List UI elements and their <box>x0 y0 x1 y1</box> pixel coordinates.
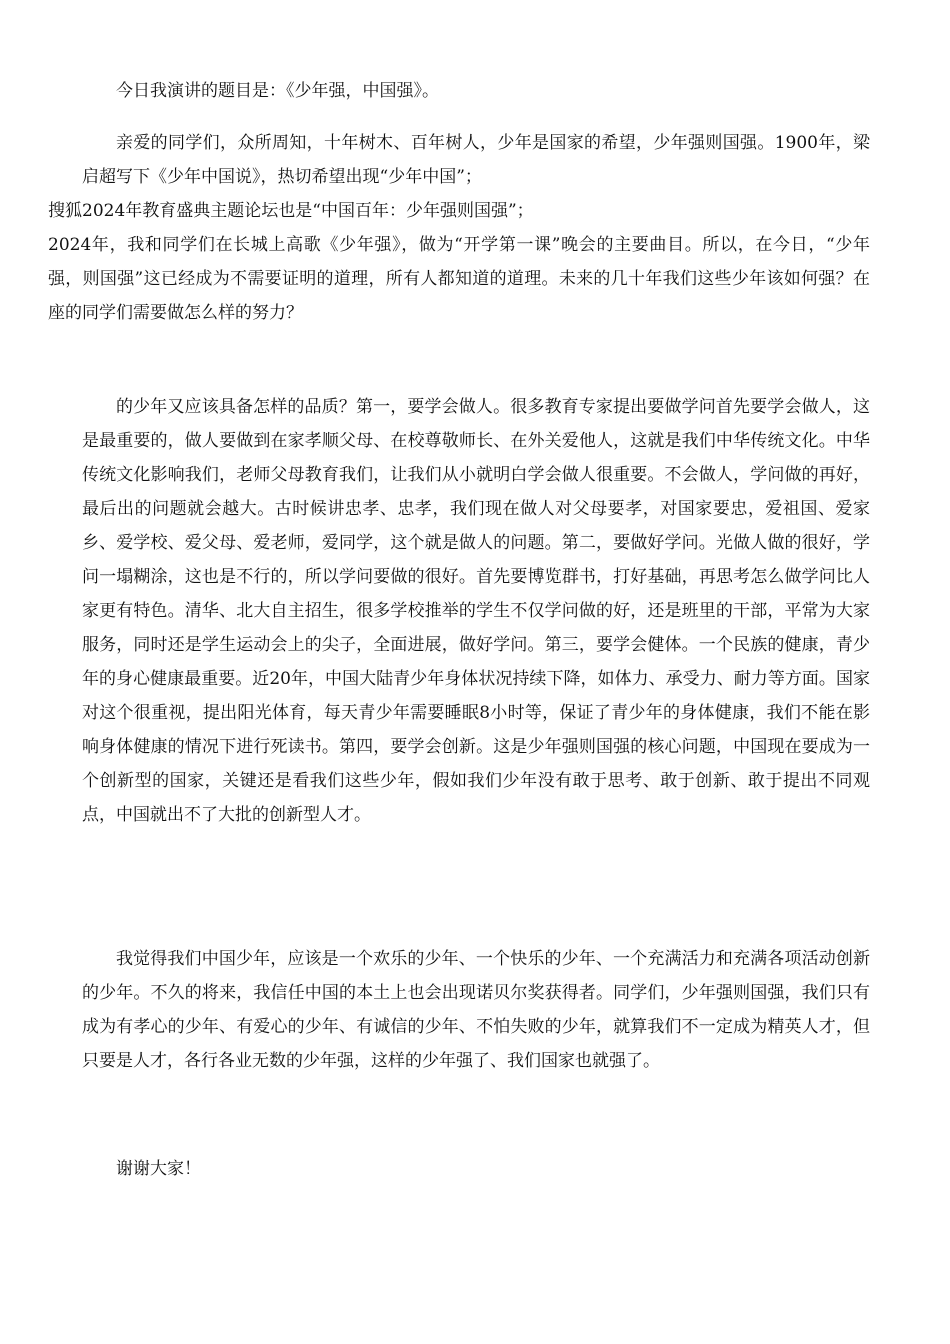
opening-line-sohu: 搜狐2024年教育盛典主题论坛也是“中国百年：少年强则国强”； <box>48 201 534 221</box>
paragraph-opening <box>48 126 870 330</box>
paragraph-qualities: 的少年又应该具备怎样的品质？第一，要学会做人。很多教育专家提出要做学问首先要学会做人，这是最重要的，做人要做到在家孝顺父母、在校尊敬师长、在外关爱他人，这就是我们中华传统文化。中华传统文化影响我们，老师父母教育我们，让我们从小就明白学会做人很重要。不会做人，学问做的再好，最后出的问题就会越大。古时候讲忠孝、忠孝，我们现在做人对父母要孝，对国家要忠，爱祖国、爱家乡、爱学校、爱父母、爱老师，爱同学，这个就是做人的问题。第二，要做好学问。光做人做的很好，学问一塌糊涂，这也是不行的，所以学问要做的很好。首先要博览群书，打好基础，再思考怎么做学问比人家更有特色。清华、北大自主招生，很多学校推举的学生不仅学问做的好，还是班里的干部，平常为大家服务，同时还是学生运动会上的尖子，全面进展，做好学问。第三，要学会健体。一个民族的健康，青少年的身心健康最重要。近20年，中国大陆青少年身体状况持续下降，如体力、承受力、耐力等方面。国家对这个很重视，提出阳光体育，每天青少年需要睡眠8小时等，保证了青少年的身体健康，我们不能在影响身体健康的情况下进行死读书。第四，要学会创新。这是少年强则国强的核心问题，中国现在要成为一个创新型的国家，关键还是看我们这些少年，假如我们少年没有敢于思考、敢于创新、敢于提出不同观点，中国就出不了大批的创新型人才。 <box>82 397 870 825</box>
opening-line-1900: 亲爱的同学们，众所周知，十年树木、百年树人，少年是国家的希望，少年强则国强。1900年，梁启超写下《少年中国说》，热切希望出现“少年中国”； <box>82 133 870 187</box>
paragraph-thanks: 谢谢大家！ <box>116 1159 201 1179</box>
opening-line-2024: 2024年，我和同学们在长城上高歌《少年强》，做为“开学第一课”晚会的主要曲目。所以，在今日，“少年强，则国强”这已经成为不需要证明的道理，所有人都知道的道理。未来的几十年我们这些少年该如何强？在座的同学们需要做怎么样的努力？ <box>48 235 870 323</box>
paragraph-conclusion: 我觉得我们中国少年，应该是一个欢乐的少年、一个快乐的少年、一个充满活力和充满各项活动创新的少年。不久的将来，我信任中国的本土上也会出现诺贝尔奖获得者。同学们，少年强则国强，我们只有成为有孝心的少年、有爱心的少年、有诚信的少年、不怕失败的少年，就算我们不一定成为精英人才，但只要是人才，各行各业无数的少年强，这样的少年强了、我们国家也就强了。 <box>82 949 870 1071</box>
paragraph-intro: 今日我演讲的题目是：《少年强，中国强》。 <box>116 81 439 101</box>
